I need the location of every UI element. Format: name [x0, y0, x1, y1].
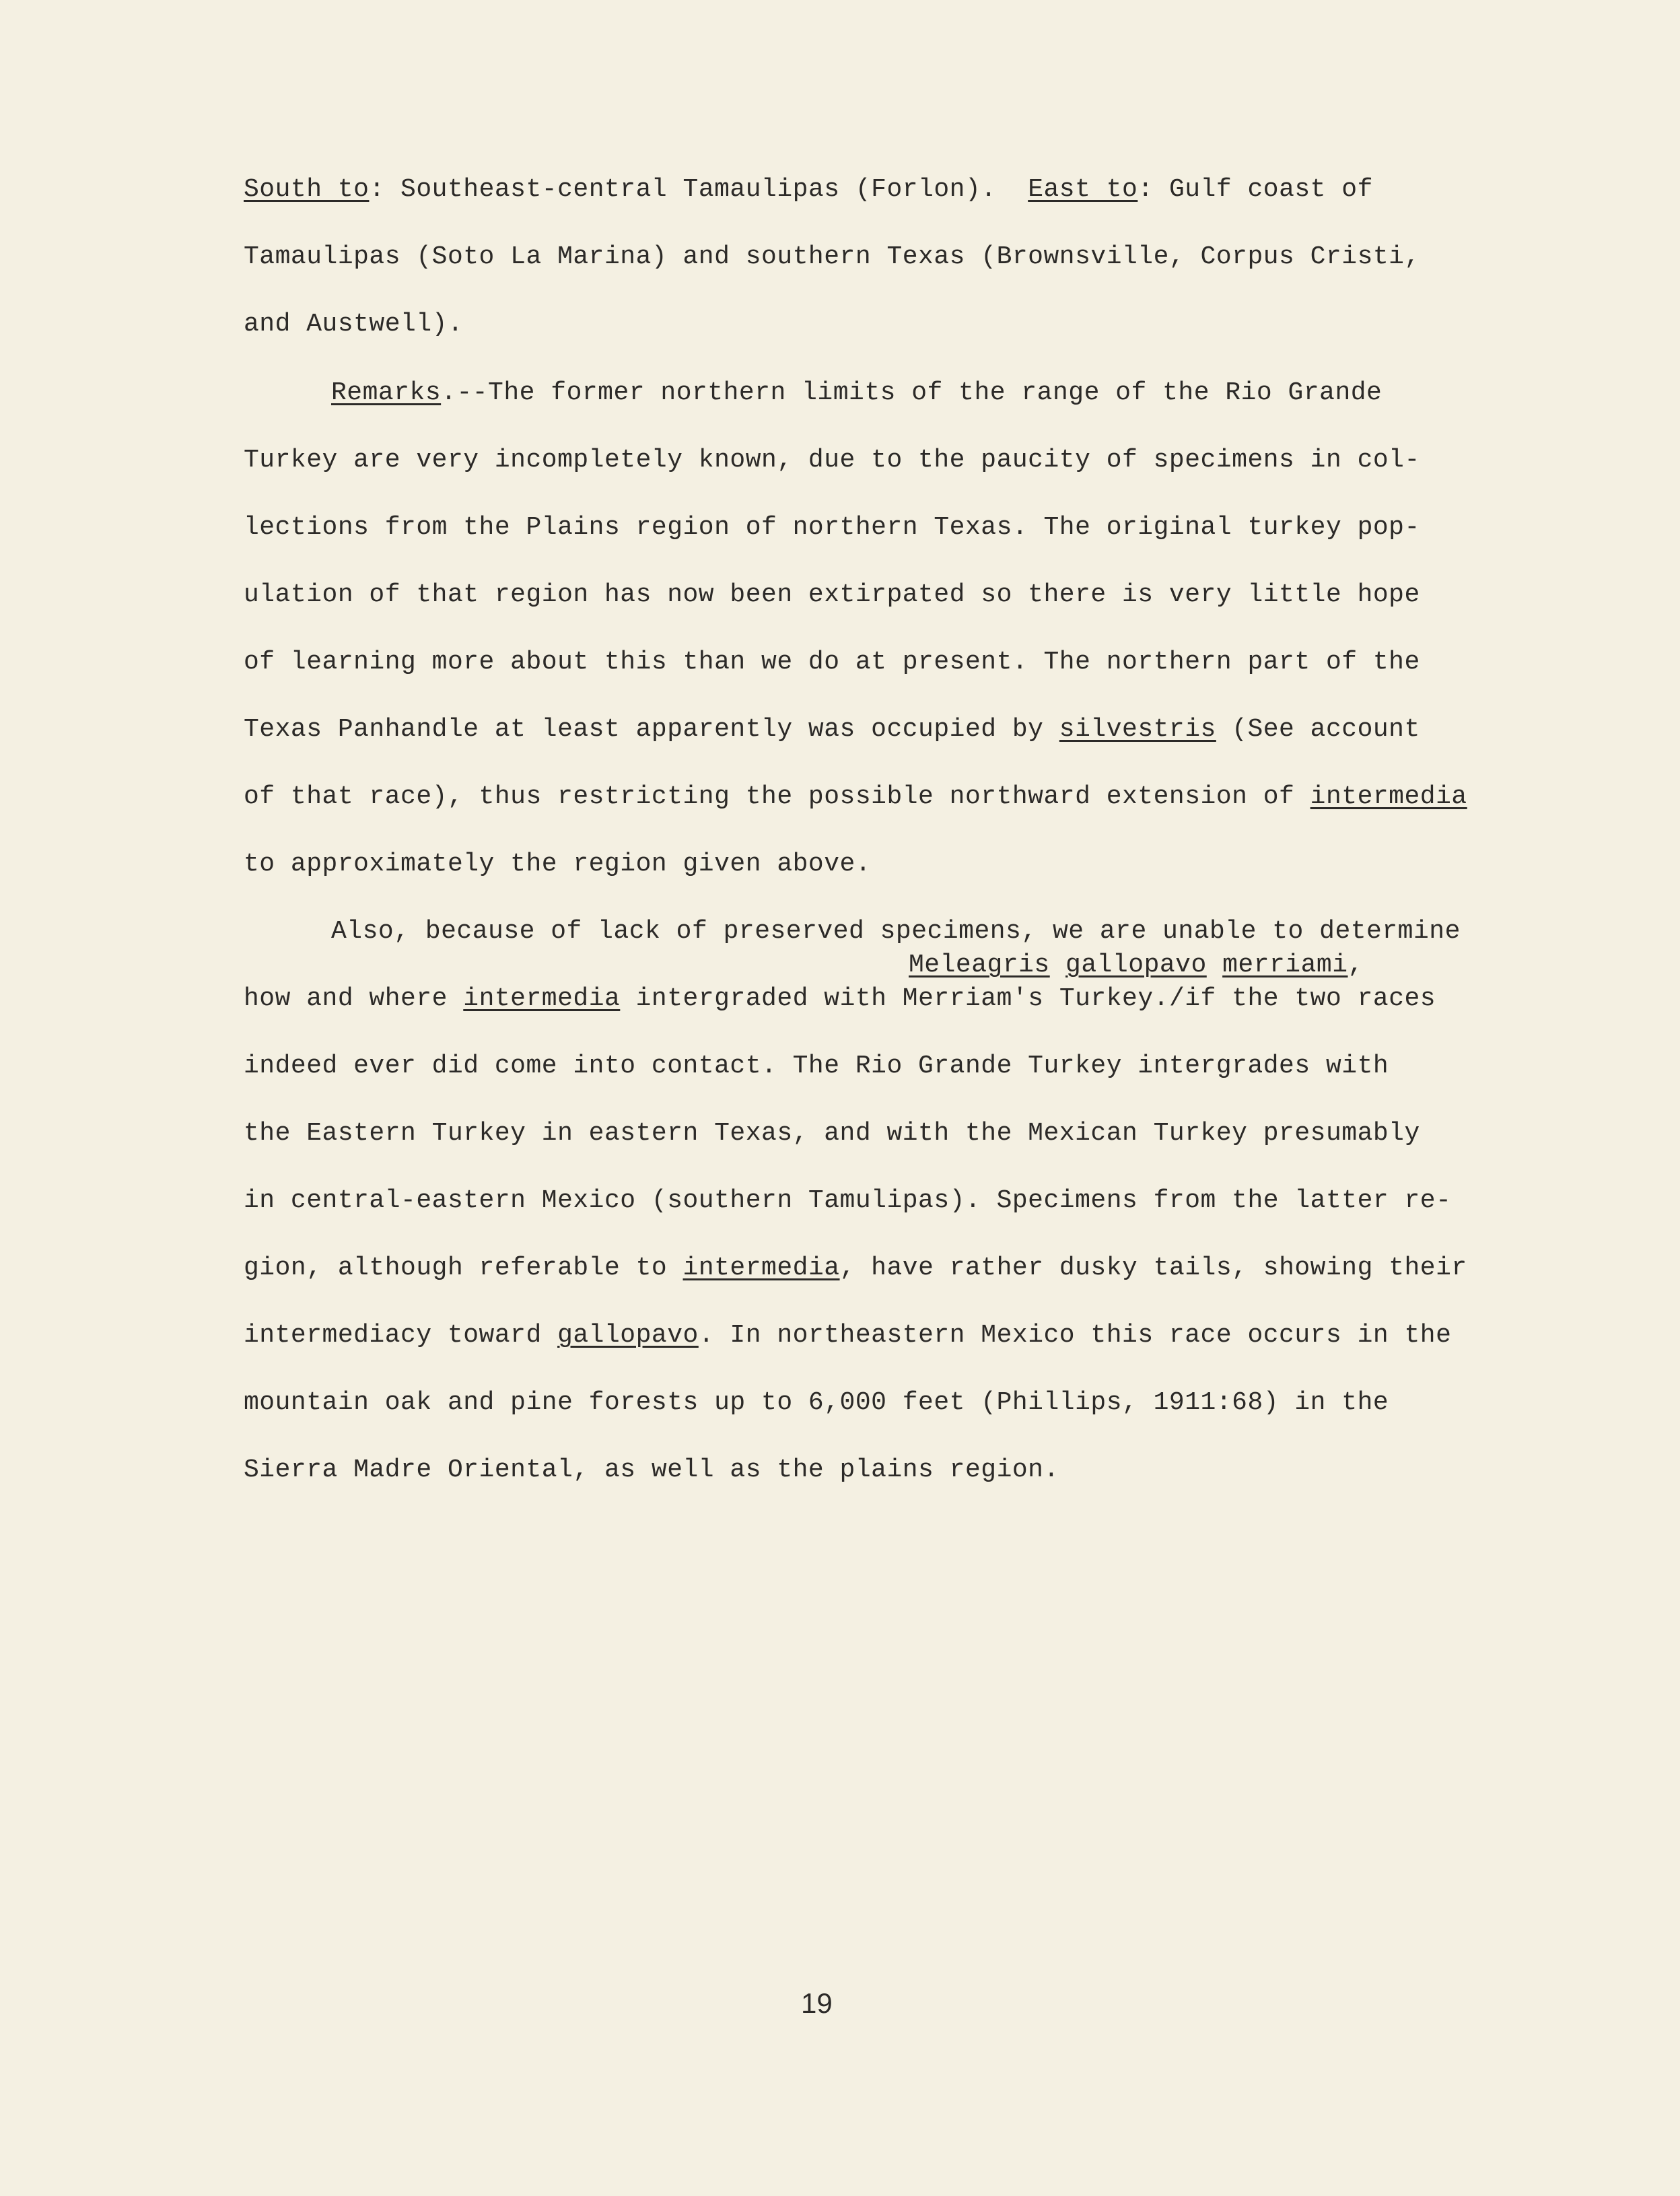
also-line-5: in central-eastern Mexico (southern Tamulipas). Specimens from the latter re-	[244, 1186, 1452, 1215]
also-line-9: Sierra Madre Oriental, as well as the plains region.	[244, 1455, 1059, 1484]
remarks-line-5: of learning more about this than we do at present. The northern part of the	[244, 648, 1420, 677]
page-number: 19	[801, 1987, 833, 2019]
range-line-2: Tamaulipas (Soto La Marina) and southern Texas (Brownsville, Corpus Cristi,	[244, 242, 1420, 271]
east-to-text: : Gulf coast of	[1138, 175, 1373, 204]
silvestris-term: silvestris	[1059, 715, 1216, 744]
also-line-8: mountain oak and pine forests up to 6,000 feet (Phillips, 1911:68) in the	[244, 1388, 1389, 1417]
gallopavo-term: gallopavo	[557, 1321, 699, 1350]
intermedia-term: intermedia	[682, 1254, 840, 1282]
south-to-label: South to	[244, 175, 370, 204]
also-line-2: how and where intermedia intergraded with Merriam's Turkey./if the two races	[244, 984, 1436, 1013]
insertion-race: merriami	[1222, 951, 1348, 980]
remarks-line-6: Texas Panhandle at least apparently was occupied by silvestris (See account	[244, 715, 1420, 744]
remarks-line-1: Remarks.--The former northern limits of the range of the Rio Grande	[331, 378, 1382, 407]
range-line-3: and Austwell).	[244, 310, 464, 339]
east-to-label: East to	[1028, 175, 1138, 204]
interlinear-insertion: Meleagris gallopavo merriami,	[909, 951, 1364, 980]
remarks-label: Remarks	[331, 378, 442, 407]
insertion-genus: Meleagris	[909, 951, 1050, 980]
remarks-line-7: of that race), thus restricting the possible northward extension of intermedia	[244, 782, 1467, 811]
also-line-1: Also, because of lack of preserved specimens, we are unable to determine	[331, 917, 1461, 946]
range-line-1	[244, 175, 1373, 205]
also-line-4: the Eastern Turkey in eastern Texas, and with the Mexican Turkey presumably	[244, 1119, 1420, 1148]
remarks-line-8: to approximately the region given above.	[244, 850, 872, 879]
remarks-line-3: lections from the Plains region of northern Texas. The original turkey pop-	[244, 513, 1420, 542]
intermedia-term: intermedia	[463, 984, 621, 1013]
intermedia-term: intermedia	[1310, 782, 1467, 811]
also-line-7: intermediacy toward gallopavo. In northeastern Mexico this race occurs in the	[244, 1321, 1452, 1350]
also-line-6: gion, although referable to intermedia, have rather dusky tails, showing their	[244, 1254, 1467, 1282]
insertion-species: gallopavo	[1065, 951, 1207, 980]
remarks-line-4: ulation of that region has now been extirpated so there is very little hope	[244, 580, 1420, 609]
remarks-line-2: Turkey are very incompletely known, due to the paucity of specimens in col-	[244, 446, 1420, 475]
also-line-3: indeed ever did come into contact. The Rio Grande Turkey intergrades with	[244, 1052, 1389, 1080]
south-to-text: : Southeast-central Tamaulipas (Forlon).	[369, 175, 997, 204]
